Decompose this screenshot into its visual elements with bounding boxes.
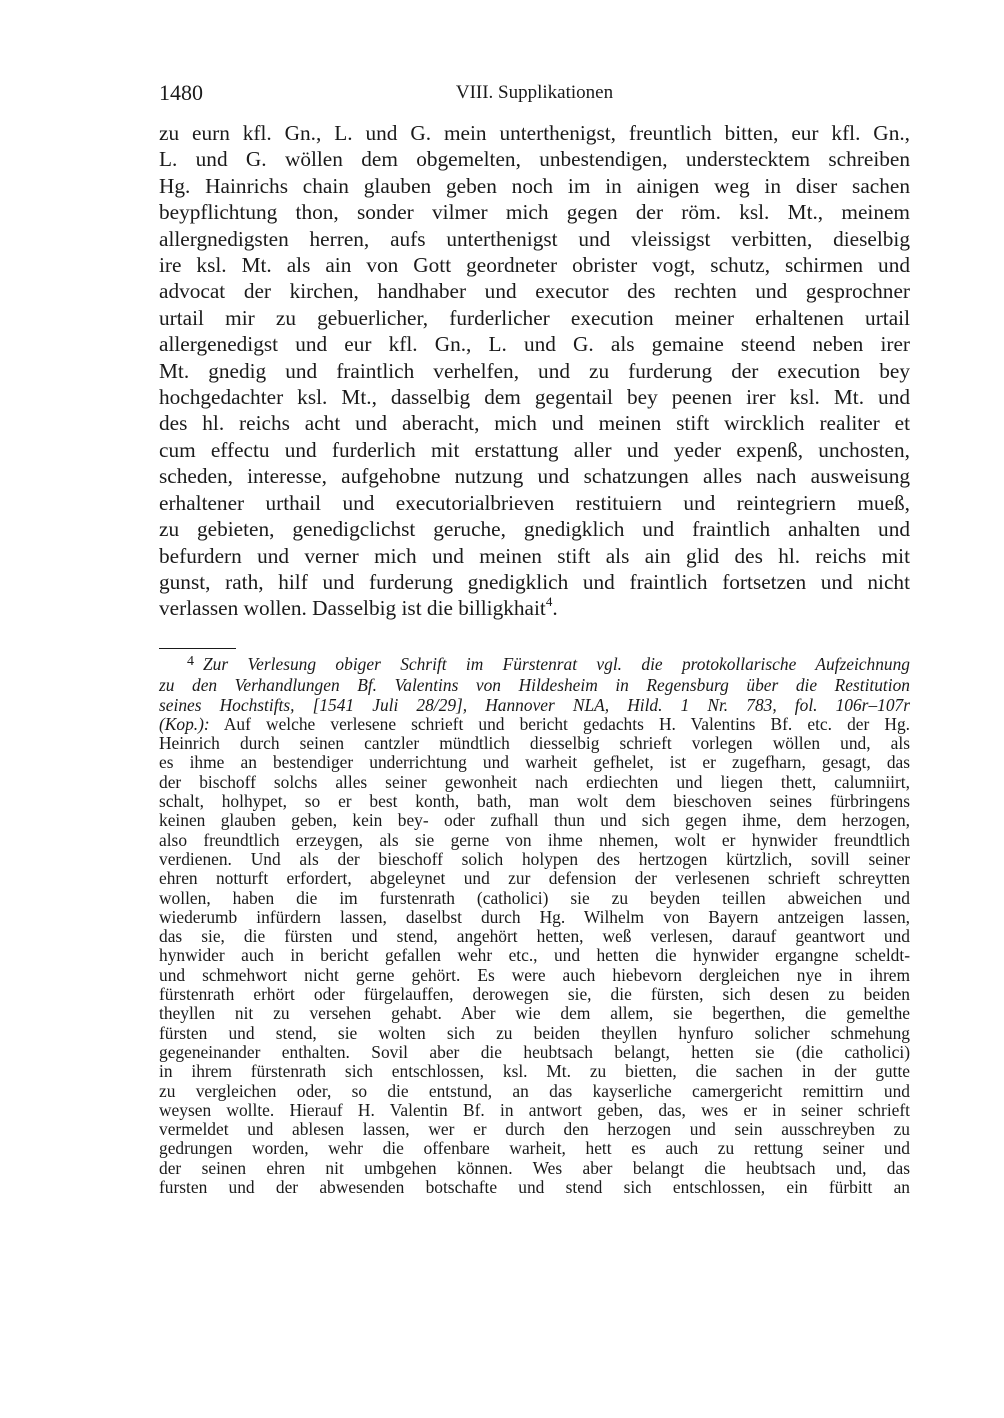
main-text-line: L. und G. wöllen dem obgemelten, unbestendigen, understecktem schreiben [159, 147, 910, 172]
main-text-line: allergenedigst und eur kfl. Gn., L. und G. als gemaine steend neben irer [159, 332, 910, 357]
footnote-line: also freundtlich erzeygen, als sie gerne von ihme nhemen, wolt er hynwider freundtlich [159, 829, 910, 850]
footnote-4 [159, 655, 910, 1197]
footnote-citation-end: (Kop.): [159, 713, 210, 734]
footnote-line: weysen wollte. Hierauf H. Valentin Bf. in antwort geben, das, wes er in seiner schrieft [159, 1099, 910, 1120]
footnote-citation-text: Zur Verlesung obiger Schrift im Fürstenrat vgl. die protokollarische Aufzeichnung [203, 654, 910, 674]
main-text-line: zu eurn kfl. Gn., L. und G. mein unterthenigst, freuntlich bitten, eur kfl. Gn., [159, 121, 910, 145]
main-text-line: cum effectu und furderlich mit erstattung aller und yeder expenß, unchosten, [159, 437, 910, 462]
footnote-line: der bischoff solchs alles seiner gewonheit nach erdiechten und liegen thett, calumniirt, [159, 771, 910, 792]
footnote-line: schalt, holhypet, so er best konth, bath, man wolt dem bieschoven seines fürbringens [159, 791, 910, 812]
main-text-block [159, 120, 910, 622]
footnote-line: vermeldet und ablesen lassen, wer er durch den herzogen und sein ausschreyben zu [159, 1119, 910, 1140]
footnote-line: das sie, die fürsten und stend, angehört hetten, weß verlesen, darauf geantwort und [159, 926, 910, 947]
main-text-line: gunst, rath, hilf und furderung gnedigklich und fraintlich fortsetzen und nicht [159, 569, 910, 594]
page-number: 1480 [159, 80, 203, 105]
footnote-line: es ihme an bestendiger underrichtung und warheit gefhelet, ist er zugefharn, gesagt, das [159, 752, 910, 773]
footnote-line: wollen, haben die im furstenrath (catholici) sie zu beyden teillen abweichen und [159, 887, 910, 908]
main-text-line: Mt. gnedig und fraintlich verhelfen, und zu furderung der execution bey [159, 358, 910, 383]
main-text-line: hochgedachter ksl. Mt., dasselbig dem gegentail bey peenen irer ksl. Mt. und [159, 385, 910, 410]
footnote-line: gegeneinander enthalten. Sovil aber die heubtsach belangt, hetten sie (die catholici) [159, 1041, 910, 1062]
main-text-line: zu gebieten, genedigclichst geruche, gnedigklich und fraintlich anhalten und [159, 517, 910, 542]
footnote-line: seines Hochstifts, [1541 Juli 28/29], Hannover NLA, Hild. 1 Nr. 783, fol. 106r–107r [159, 694, 910, 715]
footnote-line [159, 655, 910, 676]
footnote-line [159, 715, 910, 734]
main-text-line: scheden, interesse, aufgehobne nutzung und schatzungen alles nach ausweisung [159, 464, 910, 489]
footnote-line: Heinrich durch seinen cantzler mündtlich diesselbig schrieft vorlegen wöllen und, als [159, 733, 910, 754]
footnote-divider [159, 648, 236, 649]
footnote-line: verdienen. Und als der bieschoff solich holypen des hertzogen kürtzlich, sovill seiner [159, 848, 910, 869]
footnote-reference[interactable]: 4 [545, 594, 553, 610]
main-text-line: des hl. reichs acht und aberacht, mich und meinen stift wircklich realiter et [159, 411, 910, 436]
footnote-line: gedrungen worden, wehr die offenbare warheit, hett es auch zu rettung seiner und [159, 1138, 910, 1159]
footnote-line: zu den Verhandlungen Bf. Valentins von Hildesheim in Regensburg über die Restitution [159, 675, 910, 696]
footnote-line: hynwider auch in bericht gefallen wehr etc., und hetten die hynwider ergangne scheldt- [159, 945, 910, 966]
footnote-line: fürsten und stend, sie wolten sich zu beiden theyllen hynfuro solicher schmehung [159, 1022, 910, 1043]
footnote-line: der seinen ehren nit umbgehen können. Wes aber belangt die heubtsach und, das [159, 1157, 910, 1178]
footnote-line: fursten und der abwesenden botschafte und stend sich entschlossen, ein fürbitt an [159, 1177, 910, 1198]
page-header [159, 78, 910, 108]
main-text-last-line [159, 595, 910, 621]
footnote-line: ehren notturft erfordert, abgeleynet und zur defension der verlesenen schrieft schreytten [159, 868, 910, 889]
footnote-line: zu vergleichen oder, so die entstund, an das kayserliche camergericht remittirn und [159, 1080, 910, 1101]
sentence-end: . [552, 596, 558, 621]
footnote-line: in ihrem fürstenrath sich entschlossen, ksl. Mt. zu bietten, die sachen in der gutte [159, 1061, 910, 1082]
main-text-line: urtail mir zu gebuerlicher, furderlicher execution meiner erhaltenen urtail [159, 305, 910, 330]
main-text-line: beypflichtung thon, sonder vilmer mich gegen der röm. ksl. Mt., meinem [159, 200, 910, 225]
footnote-line: und schmehwort nicht gerne gehört. Es were auch hiebevorn dergleichen nye in ihrem [159, 964, 910, 985]
running-head: VIII. Supplikationen [455, 82, 614, 103]
footnote-line: fürstenrath erhört oder fürgelauffen, derowegen sie, die fürsten, sich desen zu beiden [159, 984, 910, 1005]
main-text-line: ire ksl. Mt. als ain von Gott geordneter obrister vogt, schutz, schirmen und [159, 253, 910, 278]
main-text-line: Hg. Hainrichs chain glauben geben noch im in ainigen weg in diser sachen [159, 173, 910, 198]
main-text-line: advocat der kirchen, handhaber und executor des rechten und gesprochner [159, 279, 910, 304]
footnote-line: wiederumb infürdern lassen, daselbst durch Hg. Wilhelm von Bayern antzeigen lassen, [159, 906, 910, 927]
footnote-quote-start: Auf welche verlesene schrieft und bericht gedachts H. Valentins Bf. etc. der Hg. [209, 713, 910, 734]
main-text-line: erhaltener urthail und executorialbrieven restituiern und reintegriern mueß, [159, 490, 910, 515]
main-text-line: verlassen wollen. Dasselbig ist die billigkhait [159, 596, 546, 621]
footnote-line: keinen glauben geben, kein bey- oder zufhall thun und sich gegen ihme, dem herzogen, [159, 810, 910, 831]
footnote-line: theyllen nit zu versehen gehabt. Aber wie dem allem, sie begerthen, die gemelthe [159, 1003, 910, 1024]
main-text-line: befurdern und verner mich und meinen stift als ain glid des hl. reichs mit [159, 543, 910, 568]
main-text-line: allergnedigsten herren, aufs unterthenigst und vleissigst verbitten, dieselbig [159, 226, 910, 251]
footnote-number: 4 [187, 654, 194, 669]
